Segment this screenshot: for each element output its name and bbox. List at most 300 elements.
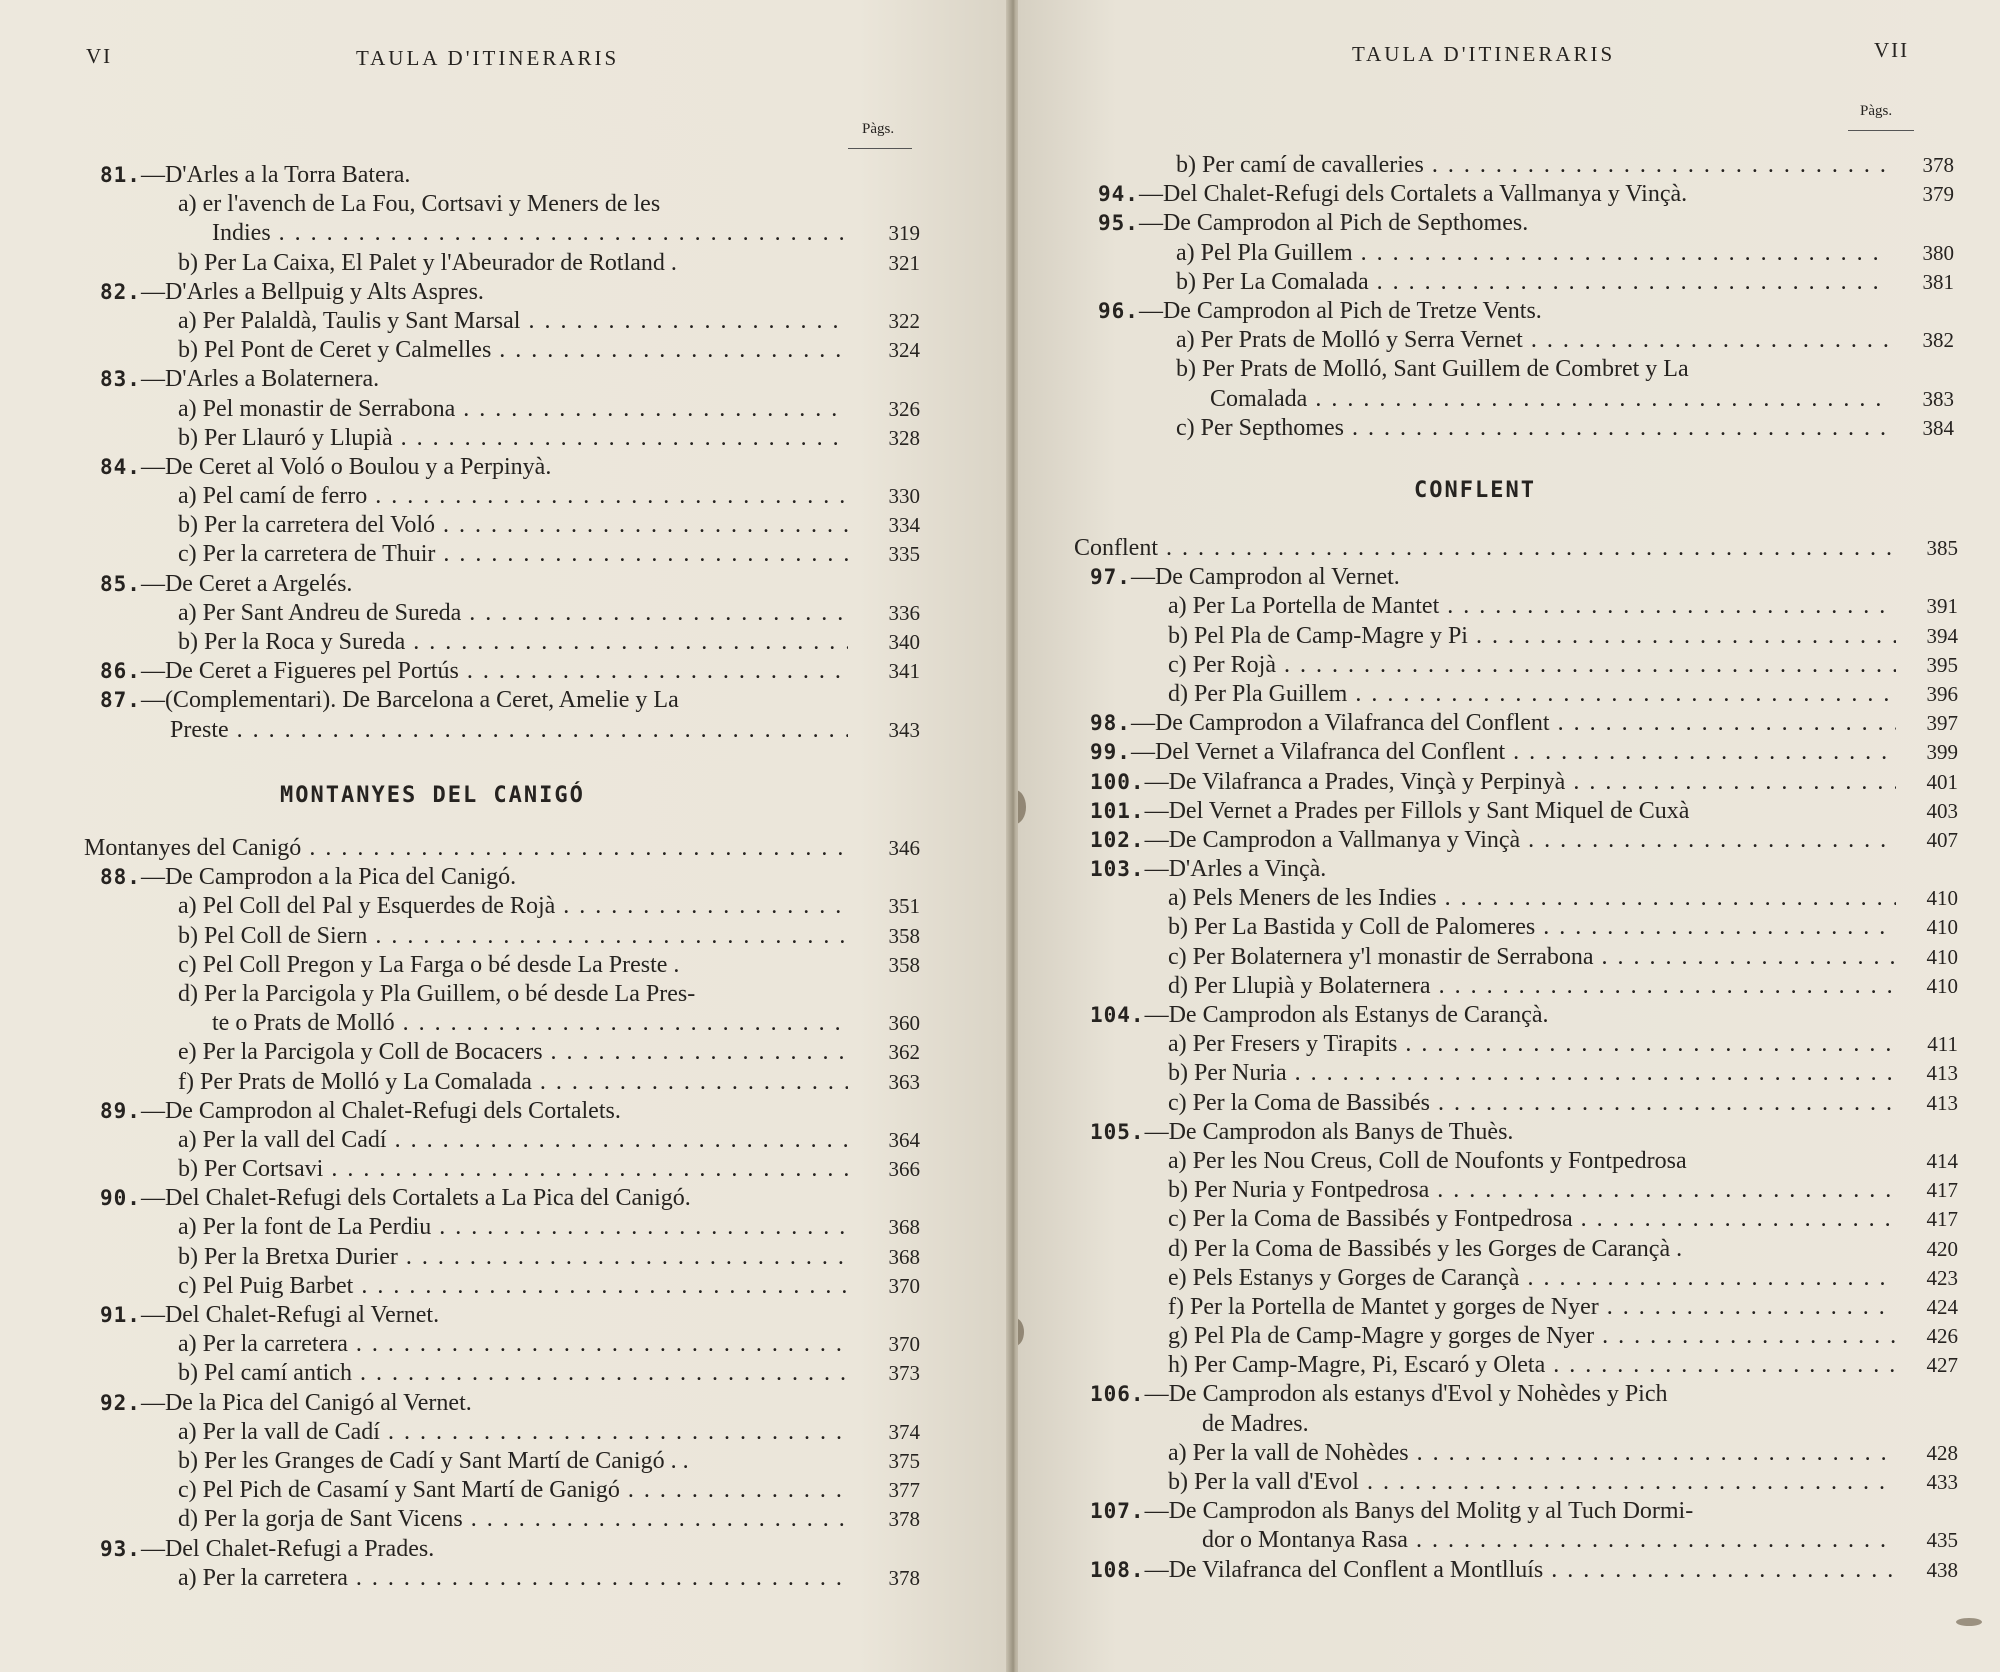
page-number: 395 <box>1926 652 1958 677</box>
itinerary-title: g) Pel Pla de Camp-Magre y gorges de Nyer <box>1168 1323 1595 1350</box>
itinerary-title: —De Camprodon al Vernet. <box>1130 564 1400 591</box>
toc-entry <box>1090 884 1958 913</box>
toc-entry <box>100 511 930 540</box>
toc-entry-text <box>212 1009 848 1038</box>
toc-entry-text <box>1090 855 1896 884</box>
itinerary-title: d) Per Llupià y Bolaternera <box>1168 972 1431 999</box>
toc-entry-text <box>178 1038 848 1067</box>
itinerary-title: b) Pel Coll de Siern <box>178 922 368 949</box>
toc-list <box>1074 534 1958 1585</box>
itinerary-title: c) Per la Coma de Bassibés <box>1168 1089 1430 1116</box>
right-page <box>1018 0 2000 1672</box>
page-number: 319 <box>888 221 920 246</box>
toc-entry-text <box>100 365 848 394</box>
itinerary-title: b) Per La Bastida y Coll de Palomeres <box>1168 914 1536 941</box>
itinerary-number: 87. <box>100 688 141 713</box>
toc-entry <box>100 482 930 511</box>
toc-entry <box>100 1097 930 1126</box>
page-number: 410 <box>1926 944 1958 969</box>
toc-entry <box>1090 651 1958 680</box>
itinerary-title: de Madres. <box>1202 1410 1309 1437</box>
itinerary-number: 86. <box>100 659 141 684</box>
paper-stain <box>1018 790 1026 824</box>
itinerary-title: te o Prats de Molló <box>212 1010 395 1037</box>
toc-entry-text <box>1168 1322 1896 1351</box>
toc-entry <box>100 453 930 482</box>
toc-entry-text <box>1176 326 1888 355</box>
itinerary-title: b) Per La Comalada <box>1176 268 1369 295</box>
toc-entry <box>1098 209 1948 238</box>
itinerary-title: d) Per la gorja de Sant Vicens <box>178 1506 463 1533</box>
itinerary-title: b) Pel camí antich <box>178 1360 352 1387</box>
toc-entry-text <box>1168 1059 1896 1088</box>
toc-entry-text <box>84 834 848 863</box>
toc-entry-text <box>178 1564 848 1593</box>
toc-entry <box>1090 1497 1950 1526</box>
toc-entry-text <box>1168 651 1896 680</box>
toc-entry-text <box>1168 1235 1896 1264</box>
toc-entry <box>1090 1176 1958 1205</box>
itinerary-number: 102. <box>1090 827 1145 852</box>
toc-entry-text <box>178 1155 848 1184</box>
itinerary-number: 101. <box>1090 798 1145 823</box>
page-number: 324 <box>888 338 920 363</box>
itinerary-title: —De Camprodon als estanys d'Evol y Nohèdes y Pich <box>1144 1381 1668 1408</box>
toc-entry <box>1090 1439 1958 1468</box>
toc-entry-text <box>100 1301 848 1330</box>
toc-entry-text <box>1202 1410 1896 1439</box>
itinerary-title: a) Per la carretera <box>178 1564 348 1591</box>
page-number: 330 <box>888 484 920 509</box>
page-number: 322 <box>888 308 920 333</box>
toc-entry <box>1090 1526 1958 1555</box>
toc-entry <box>100 599 930 628</box>
toc-entry-text <box>178 249 848 278</box>
toc-entry-text <box>1176 151 1888 180</box>
itinerary-number: 88. <box>100 865 141 890</box>
toc-entry <box>1090 1410 1950 1439</box>
itinerary-title: —De Camprodon a la Pica del Canigó. <box>140 864 517 891</box>
toc-entry <box>100 1418 930 1447</box>
toc-entry-text <box>178 424 848 453</box>
toc-entry <box>100 657 930 686</box>
page-number: 401 <box>1926 769 1958 794</box>
page-number: 362 <box>888 1040 920 1065</box>
toc-entry-text <box>1168 1439 1896 1468</box>
page-number: 378 <box>888 1565 920 1590</box>
page-number: 403 <box>1926 798 1958 823</box>
toc-entry <box>1090 680 1958 709</box>
itinerary-title: —De Camprodon als Banys del Molitg y al Tuch Dormi- <box>1144 1498 1694 1525</box>
itinerary-number: 100. <box>1090 769 1145 794</box>
toc-list <box>100 161 930 745</box>
itinerary-title: c) Pel Pich de Casamí y Sant Martí de Ganigó <box>178 1477 620 1504</box>
toc-entry <box>1090 1118 1950 1147</box>
itinerary-title: a) Per La Portella de Mantet <box>1168 593 1440 620</box>
page-number: 396 <box>1926 681 1958 706</box>
toc-entry <box>100 1243 930 1272</box>
itinerary-title: a) Per Fresers y Tirapits <box>1168 1031 1398 1058</box>
toc-entry <box>1090 797 1958 826</box>
itinerary-title: a) Pel Pla Guillem <box>1176 239 1353 266</box>
itinerary-number: 85. <box>100 571 141 596</box>
page-number: 407 <box>1926 827 1958 852</box>
paper-stain <box>1018 1318 1024 1346</box>
toc-entry-text <box>1090 1001 1896 1030</box>
toc-entry-text <box>1090 1497 1896 1526</box>
itinerary-title: a) Per Sant Andreu de Sureda <box>178 599 462 626</box>
itinerary-title: c) Per Rojà <box>1168 651 1276 678</box>
toc-entry <box>1090 563 1950 592</box>
itinerary-number: 93. <box>100 1536 141 1561</box>
toc-entry <box>1090 622 1958 651</box>
toc-entry <box>1098 151 1954 180</box>
toc-entry <box>1074 534 1958 563</box>
page-number: 428 <box>1926 1440 1958 1465</box>
toc-entry <box>100 1068 930 1097</box>
toc-entry <box>100 570 930 599</box>
itinerary-number: 92. <box>100 1390 141 1415</box>
toc-entry-text <box>100 570 848 599</box>
page-number: 378 <box>1922 153 1954 177</box>
toc-entry <box>1090 1556 1958 1585</box>
toc-entry-text <box>1168 1147 1896 1176</box>
toc-entry <box>100 922 930 951</box>
section-heading: CONFLENT <box>1414 478 1536 503</box>
page-number: 410 <box>1926 973 1958 998</box>
itinerary-title: Conflent <box>1074 535 1158 561</box>
toc-entry-text <box>1090 768 1896 797</box>
itinerary-number: 103. <box>1090 857 1145 882</box>
itinerary-title: c) Pel Puig Barbet <box>178 1272 354 1299</box>
page-number: 370 <box>888 1273 920 1298</box>
toc-entry <box>100 161 930 190</box>
itinerary-number: 91. <box>100 1303 141 1327</box>
toc-entry-text <box>1168 1089 1896 1118</box>
itinerary-number: 97. <box>1090 565 1131 590</box>
itinerary-title: a) Per la vall de Cadí <box>178 1418 380 1445</box>
toc-entry-text <box>100 657 848 686</box>
itinerary-number: 106. <box>1090 1382 1145 1407</box>
toc-entry-text <box>178 307 848 336</box>
toc-entry-text <box>1168 592 1896 621</box>
toc-entry <box>100 365 930 394</box>
toc-entry-text <box>178 1243 848 1272</box>
itinerary-title: b) Per la Bretxa Durier <box>178 1243 398 1270</box>
toc-entry-text <box>1176 355 1888 384</box>
page-number: 368 <box>888 1215 920 1240</box>
page-number: 368 <box>888 1244 920 1269</box>
toc-entry <box>100 1213 930 1242</box>
toc-entry <box>1090 738 1958 767</box>
toc-entry-text <box>1168 913 1896 942</box>
page-number: 394 <box>1926 623 1958 648</box>
itinerary-title: —De la Pica del Canigó al Vernet. <box>140 1389 472 1416</box>
toc-entry-text <box>1090 563 1896 592</box>
toc-entry <box>1090 1293 1958 1322</box>
page-number: 378 <box>888 1507 920 1532</box>
page-number: 346 <box>888 836 920 860</box>
toc-entry <box>1090 1089 1958 1118</box>
page-number: 413 <box>1926 1061 1958 1086</box>
itinerary-title: Preste <box>170 716 229 743</box>
toc-entry <box>100 1505 930 1534</box>
itinerary-title: —Del Chalet-Refugi dels Cortalets a Vallmanya y Vinçà. <box>1138 181 1688 208</box>
itinerary-title: —D'Arles a la Torra Batera. <box>140 162 411 188</box>
toc-entry <box>100 716 930 745</box>
toc-entry-text <box>178 482 848 511</box>
toc-entry <box>100 628 930 657</box>
toc-entry-text <box>100 1184 848 1213</box>
itinerary-title: a) Pel camí de ferro <box>178 483 368 510</box>
page-number: 397 <box>1926 711 1958 736</box>
itinerary-title: a) Per la carretera <box>178 1331 348 1358</box>
itinerary-title: —D'Arles a Vinçà. <box>1144 856 1327 883</box>
toc-entry-text <box>178 1505 848 1534</box>
itinerary-title: —D'Arles a Bellpuig y Alts Aspres. <box>140 278 484 305</box>
itinerary-title: a) Per la vall de Nohèdes <box>1168 1439 1409 1466</box>
itinerary-number: 108. <box>1090 1557 1145 1582</box>
itinerary-title: e) Per la Parcigola y Coll de Bocacers <box>178 1039 543 1066</box>
toc-entry <box>1090 826 1958 855</box>
toc-entry-text <box>1176 268 1888 297</box>
page-number: 373 <box>888 1361 920 1386</box>
page-number: 427 <box>1926 1353 1958 1378</box>
itinerary-title: —De Ceret a Figueres pel Portús <box>140 658 459 685</box>
itinerary-number: 104. <box>1090 1003 1145 1027</box>
toc-entry-text <box>1168 1030 1896 1059</box>
itinerary-title: —De Camprodon al Chalet-Refugi dels Cortalets. <box>140 1097 621 1124</box>
itinerary-title: f) Per Prats de Molló y La Comalada <box>178 1068 532 1095</box>
toc-list <box>84 834 930 1593</box>
page-number: 417 <box>1926 1178 1958 1203</box>
toc-entry-text <box>100 686 848 715</box>
toc-entry <box>100 219 930 248</box>
folio: VII <box>1874 38 1910 62</box>
itinerary-title: —De Camprodon als Estanys de Carançà. <box>1144 1002 1549 1028</box>
toc-entry-text <box>1090 709 1896 738</box>
toc-entry-text <box>178 628 848 657</box>
toc-entry <box>100 336 930 365</box>
toc-entry <box>100 1389 930 1418</box>
toc-entry <box>100 1184 930 1213</box>
toc-entry <box>1090 1205 1958 1234</box>
itinerary-title: —De Camprodon als Banys de Thuès. <box>1144 1118 1514 1145</box>
itinerary-title: Montanyes del Canigó <box>84 835 302 861</box>
itinerary-number: 98. <box>1090 711 1131 736</box>
toc-entry-text <box>1202 1526 1896 1555</box>
page-number: 343 <box>888 717 920 742</box>
toc-entry <box>100 892 930 921</box>
page-number: 380 <box>1922 240 1954 265</box>
toc-entry <box>1090 768 1958 797</box>
toc-entry-text <box>1168 680 1896 709</box>
itinerary-title: —De Camprodon al Pich de Septhomes. <box>1138 210 1529 237</box>
toc-entry-text <box>170 716 848 745</box>
itinerary-title: b) Per Llauró y Llupià <box>178 424 393 451</box>
itinerary-title: —De Camprodon a Vallmanya y Vinçà <box>1144 826 1521 853</box>
page-number: 385 <box>1926 536 1958 560</box>
itinerary-title: b) Per La Caixa, El Palet y l'Abeurador de Rotland . <box>178 249 677 276</box>
toc-entry <box>100 863 930 892</box>
page-number: 411 <box>1927 1032 1958 1057</box>
toc-entry <box>100 278 930 307</box>
toc-entry <box>100 1038 930 1067</box>
toc-entry <box>100 1359 930 1388</box>
itinerary-title: b) Per Nuria y Fontpedrosa <box>1168 1177 1430 1204</box>
toc-entry-text <box>178 1126 848 1155</box>
toc-entry-text <box>100 278 848 307</box>
toc-entry <box>100 307 930 336</box>
page-number: 382 <box>1922 328 1954 353</box>
toc-entry <box>100 951 930 980</box>
page-number: 366 <box>888 1157 920 1182</box>
toc-entry <box>1090 1001 1950 1030</box>
toc-entry <box>1098 239 1954 268</box>
toc-entry-text <box>1168 1468 1896 1497</box>
toc-entry <box>1090 1351 1958 1380</box>
toc-entry <box>1098 326 1954 355</box>
page-number: 410 <box>1926 915 1958 940</box>
itinerary-title: —De Vilafranca del Conflent a Montlluís <box>1144 1556 1544 1583</box>
page-number: 377 <box>888 1478 920 1503</box>
toc-entry-text <box>1168 1205 1896 1234</box>
toc-entry <box>1090 1468 1958 1497</box>
toc-entry <box>100 686 930 715</box>
toc-entry-text <box>178 1447 848 1476</box>
page-number: 433 <box>1926 1470 1958 1494</box>
itinerary-title: a) Pels Meners de les Indies <box>1168 885 1437 912</box>
page-number: 340 <box>888 630 920 654</box>
page-number: 379 <box>1922 182 1954 207</box>
itinerary-title: h) Per Camp-Magre, Pi, Escaró y Oleta <box>1168 1352 1546 1379</box>
itinerary-title: b) Per Nuria <box>1168 1060 1287 1087</box>
toc-entry-text <box>1168 884 1896 913</box>
itinerary-title: b) Per Prats de Molló, Sant Guillem de Combret y La <box>1176 356 1689 383</box>
itinerary-title: a) Per la font de La Perdiu <box>178 1214 432 1241</box>
toc-entry <box>1090 592 1958 621</box>
itinerary-title: a) Pel monastir de Serrabona <box>178 395 456 422</box>
page-number: 391 <box>1926 594 1958 619</box>
toc-entry <box>1090 1322 1958 1351</box>
toc-entry-text <box>1090 797 1896 826</box>
toc-entry <box>100 395 930 424</box>
itinerary-number: 95. <box>1098 211 1139 236</box>
toc-entry-text <box>178 980 848 1009</box>
toc-entry-text <box>178 395 848 424</box>
toc-entry <box>1098 268 1954 297</box>
page-number: 399 <box>1926 740 1958 765</box>
itinerary-title: —Del Chalet-Refugi al Vernet. <box>140 1302 440 1328</box>
toc-entry-text <box>178 599 848 628</box>
itinerary-number: 99. <box>1090 740 1131 765</box>
pags-label: Pàgs. <box>862 121 895 137</box>
toc-entry <box>100 1330 930 1359</box>
pags-label: Pàgs. <box>1860 103 1893 119</box>
toc-entry-text <box>1090 738 1896 767</box>
toc-entry-text <box>1168 1264 1896 1293</box>
toc-entry <box>100 249 930 278</box>
toc-entry-text <box>1176 239 1888 268</box>
page-number: 341 <box>888 659 920 684</box>
itinerary-title: —D'Arles a Bolaternera. <box>140 366 380 393</box>
page-number: 358 <box>888 952 920 977</box>
toc-entry-text <box>212 219 848 248</box>
toc-entry <box>1098 385 1954 414</box>
itinerary-title: a) Per les Nou Creus, Coll de Noufonts y Fontpedrosa <box>1168 1147 1687 1174</box>
toc-entry <box>1090 1264 1958 1293</box>
toc-entry <box>84 834 930 863</box>
toc-entry-text <box>1168 622 1896 651</box>
toc-entry-text <box>1168 972 1896 1001</box>
toc-entry <box>1090 1147 1958 1176</box>
page-number: 375 <box>888 1448 920 1473</box>
page-number: 370 <box>888 1332 920 1357</box>
page-number: 374 <box>888 1419 920 1444</box>
itinerary-number: 84. <box>100 454 141 479</box>
page-number: 383 <box>1922 386 1954 411</box>
toc-entry-text <box>100 863 848 892</box>
page-number: 381 <box>1922 269 1954 294</box>
toc-entry <box>1090 1380 1950 1409</box>
toc-entry-text <box>1074 534 1896 563</box>
toc-entry-text <box>1168 1176 1896 1205</box>
itinerary-title: c) Per la Coma de Bassibés y Fontpedrosa <box>1168 1206 1573 1233</box>
itinerary-title: a) Per Prats de Molló y Serra Vernet <box>1176 327 1523 354</box>
toc-entry-text <box>178 922 848 951</box>
itinerary-title: b) Pel Pont de Ceret y Calmelles <box>178 337 492 364</box>
itinerary-title: b) Per la carretera del Voló <box>178 512 436 539</box>
itinerary-title: —De Camprodon a Vilafranca del Conflent <box>1130 710 1550 737</box>
toc-entry <box>1090 943 1958 972</box>
page-number: 360 <box>888 1011 920 1036</box>
toc-entry-text <box>1090 826 1896 855</box>
itinerary-number: 82. <box>100 279 141 304</box>
toc-entry-text <box>178 1272 848 1301</box>
toc-entry <box>100 980 930 1009</box>
itinerary-title: e) Pels Estanys y Gorges de Carançà <box>1168 1264 1520 1291</box>
toc-entry-text <box>178 1213 848 1242</box>
toc-entry-text <box>100 453 848 482</box>
itinerary-title: —De Vilafranca a Prades, Vinçà y Perpinyà <box>1144 768 1566 795</box>
page-number: 410 <box>1926 886 1958 911</box>
toc-entry <box>1090 1030 1958 1059</box>
toc-entry <box>1090 1059 1958 1088</box>
itinerary-title: —Del Chalet-Refugi dels Cortalets a La Pica del Canigó. <box>140 1185 691 1212</box>
toc-entry-text <box>1168 1293 1896 1322</box>
running-head: TAULA D'ITINERARIS <box>1352 42 1616 66</box>
toc-entry <box>100 1126 930 1155</box>
itinerary-title: Indies <box>212 220 271 247</box>
toc-entry-text <box>1098 297 1888 326</box>
toc-entry <box>100 190 930 219</box>
toc-entry-text <box>178 951 848 980</box>
toc-entry <box>1090 855 1950 884</box>
toc-entry-text <box>100 1097 848 1126</box>
page-number: 336 <box>888 600 920 625</box>
toc-list <box>1098 151 1954 443</box>
page-number: 328 <box>888 425 920 450</box>
itinerary-number: 90. <box>100 1186 141 1211</box>
page-number: 438 <box>1926 1557 1958 1582</box>
toc-entry-text <box>178 1476 848 1505</box>
page-number: 417 <box>1926 1207 1958 1232</box>
page-number: 326 <box>888 396 920 421</box>
page-number: 335 <box>888 542 920 567</box>
toc-entry-text <box>178 892 848 921</box>
toc-entry <box>100 1447 930 1476</box>
toc-entry-text <box>178 190 848 219</box>
